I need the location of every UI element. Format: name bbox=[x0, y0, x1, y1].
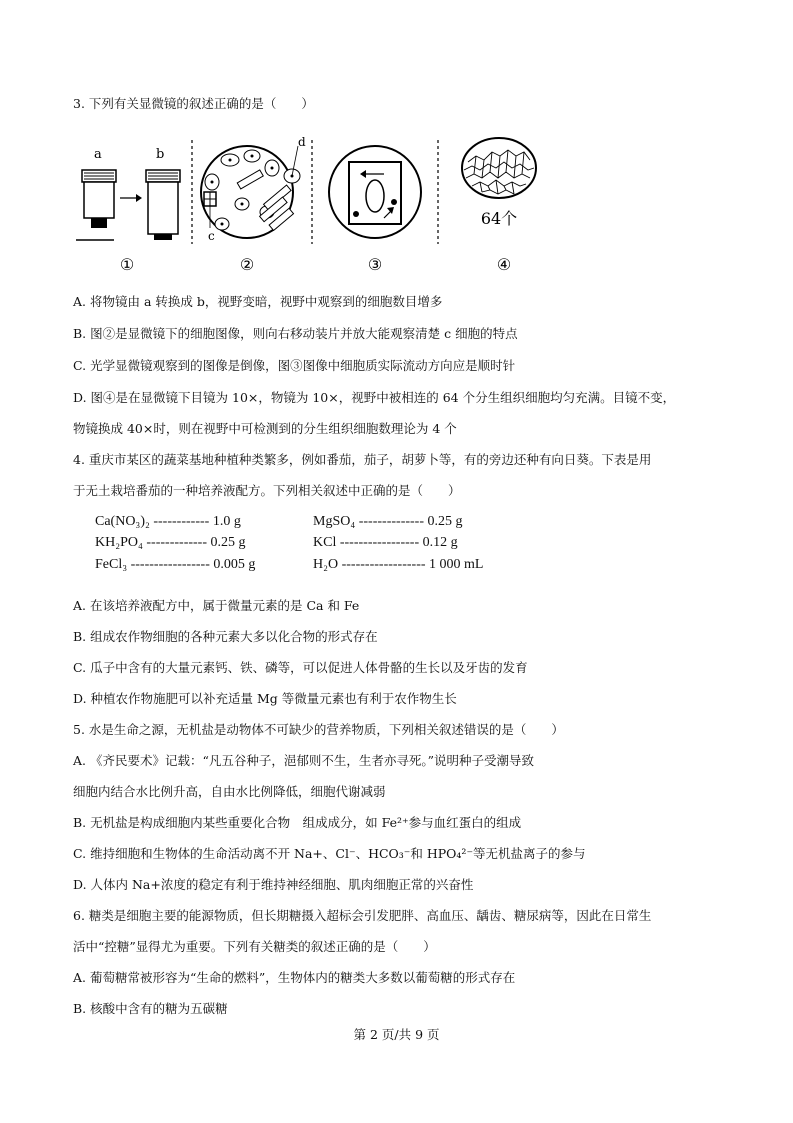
q5-option-a: A. 《齐民要术》记载：“凡五谷种子，浥郁则不生，生者亦寻死。”说明种子受潮导致 bbox=[73, 753, 535, 768]
recipe-item bbox=[313, 557, 483, 573]
q5-stem: 5. 水是生命之源，无机盐是动物体不可缺少的营养物质，下列相关叙述错误的是（ ） bbox=[73, 722, 564, 737]
recipe-compound: Ca(NO₃)₂ bbox=[95, 514, 150, 529]
panel-1-label: ① bbox=[119, 255, 135, 274]
recipe-dots: ----------------- bbox=[130, 557, 210, 572]
objective-b-icon bbox=[146, 170, 180, 240]
page-footer: 第 2 页/共 9 页 bbox=[353, 1027, 440, 1042]
q4-option-d: D. 种植农作物施肥可以补充适量 Mg 等微量元素也有利于农作物生长 bbox=[73, 691, 457, 706]
recipe-compound: KCl bbox=[313, 535, 337, 550]
q3-option-d-cont: 物镜换成 40×时，则在视野中可检测到的分生组织细胞数理论为 4 个 bbox=[73, 421, 457, 436]
recipe-amount: 0.12 g bbox=[422, 535, 458, 550]
field-of-view-2 bbox=[201, 146, 300, 238]
q4-stem-line2: 于无土栽培番茄的一种培养液配方。下列相关叙述中正确的是（ ） bbox=[73, 483, 461, 498]
field-of-view-3 bbox=[329, 146, 421, 238]
microscope-figure bbox=[72, 132, 552, 274]
q6-stem-line1: 6. 糖类是细胞主要的能源物质，但长期糖摄入超标会引发肥胖、高血压、龋齿、糖尿病等，因此在日常生 bbox=[73, 908, 652, 923]
label-c: c bbox=[208, 229, 215, 243]
q5-option-a-cont: 细胞内结合水比例升高，自由水比例降低，细胞代谢减弱 bbox=[73, 784, 386, 799]
recipe-item bbox=[95, 535, 246, 551]
recipe-dots: ------------- bbox=[146, 535, 207, 550]
recipe-item bbox=[95, 557, 255, 573]
cell-mass-icon bbox=[462, 138, 536, 198]
recipe-dots: ------------------ bbox=[341, 557, 426, 572]
arrow-right-icon bbox=[136, 194, 142, 202]
microscope-figure-svg bbox=[72, 132, 552, 274]
recipe-dots: -------------- bbox=[358, 514, 425, 529]
q3-option-d: D. 图④是在显微镜下目镜为 10×，物镜为 10×，视野中被相连的 64 个分生组织细胞均匀充满。目镜不变， bbox=[73, 390, 676, 405]
recipe-compound: MgSO₄ bbox=[313, 514, 356, 529]
label-a: a bbox=[94, 147, 102, 162]
panel-2-label: ② bbox=[239, 255, 255, 274]
recipe-amount: 1.0 g bbox=[212, 514, 241, 529]
nutrient-recipe-table bbox=[95, 514, 525, 578]
recipe-item bbox=[313, 535, 458, 551]
q5-option-d: D. 人体内 Na+浓度的稳定有利于维持神经细胞、肌肉细胞正常的兴奋性 bbox=[73, 877, 474, 892]
label-d: d bbox=[298, 135, 306, 149]
q4-option-c: C. 瓜子中含有的大量元素钙、铁、磷等，可以促进人体骨骼的生长以及牙齿的发育 bbox=[73, 660, 528, 675]
recipe-amount: 1 000 mL bbox=[429, 557, 484, 572]
recipe-compound: H₂O bbox=[313, 557, 339, 572]
objective-a-icon bbox=[76, 170, 116, 240]
recipe-compound: KH₂PO₄ bbox=[95, 535, 143, 550]
q3-option-c: C. 光学显微镜观察到的图像是倒像，图③图像中细胞质实际流动方向应是顺时针 bbox=[73, 358, 516, 373]
recipe-compound: FeCl₃ bbox=[95, 557, 128, 572]
q5-option-c: C. 维持细胞和生物体的生命活动离不开 Na+、Cl⁻、HCO₃⁻和 HPO₄²⁻等无机盐离子的参与 bbox=[73, 846, 586, 861]
recipe-amount: 0.25 g bbox=[427, 514, 463, 529]
label-b: b bbox=[156, 147, 165, 162]
q6-stem-line2: 活中“控糖”显得尤为重要。下列有关糖类的叙述正确的是（ ） bbox=[73, 939, 436, 954]
q3-option-b: B. 图②是显微镜下的细胞图像，则向右移动装片并放大能观察清楚 c 细胞的特点 bbox=[73, 326, 518, 341]
recipe-item bbox=[95, 514, 241, 530]
recipe-dots: ----------------- bbox=[339, 535, 420, 550]
recipe-item bbox=[313, 514, 463, 530]
recipe-amount: 0.005 g bbox=[213, 557, 256, 572]
panel-3-label: ③ bbox=[367, 255, 383, 274]
q4-option-a: A. 在该培养液配方中，属于微量元素的是 Ca 和 Fe bbox=[73, 598, 360, 613]
q4-option-b: B. 组成农作物细胞的各种元素大多以化合物的形式存在 bbox=[73, 629, 378, 644]
q5-option-b: B. 无机盐是构成细胞内某些重要化合物 组成成分，如 Fe²⁺参与血红蛋白的组成 bbox=[73, 815, 522, 830]
q3-stem: 3. 下列有关显微镜的叙述正确的是（ ） bbox=[73, 96, 314, 111]
recipe-dots: ------------ bbox=[153, 514, 210, 529]
cell-count-label: 64个 bbox=[480, 209, 518, 228]
panel-4-label: ④ bbox=[496, 255, 512, 274]
recipe-amount: 0.25 g bbox=[210, 535, 246, 550]
q6-option-a: A. 葡萄糖常被形容为“生命的燃料”，生物体内的糖类大多数以葡萄糖的形式存在 bbox=[73, 970, 516, 985]
q3-option-a: A. 将物镜由 a 转换成 b，视野变暗，视野中观察到的细胞数目增多 bbox=[73, 294, 443, 309]
q4-stem-line1: 4. 重庆市某区的蔬菜基地种植种类繁多，例如番茄，茄子，胡萝卜等，有的旁边还种有向日葵。下表是用 bbox=[73, 452, 652, 467]
q6-option-b: B. 核酸中含有的糖为五碳糖 bbox=[73, 1001, 228, 1016]
